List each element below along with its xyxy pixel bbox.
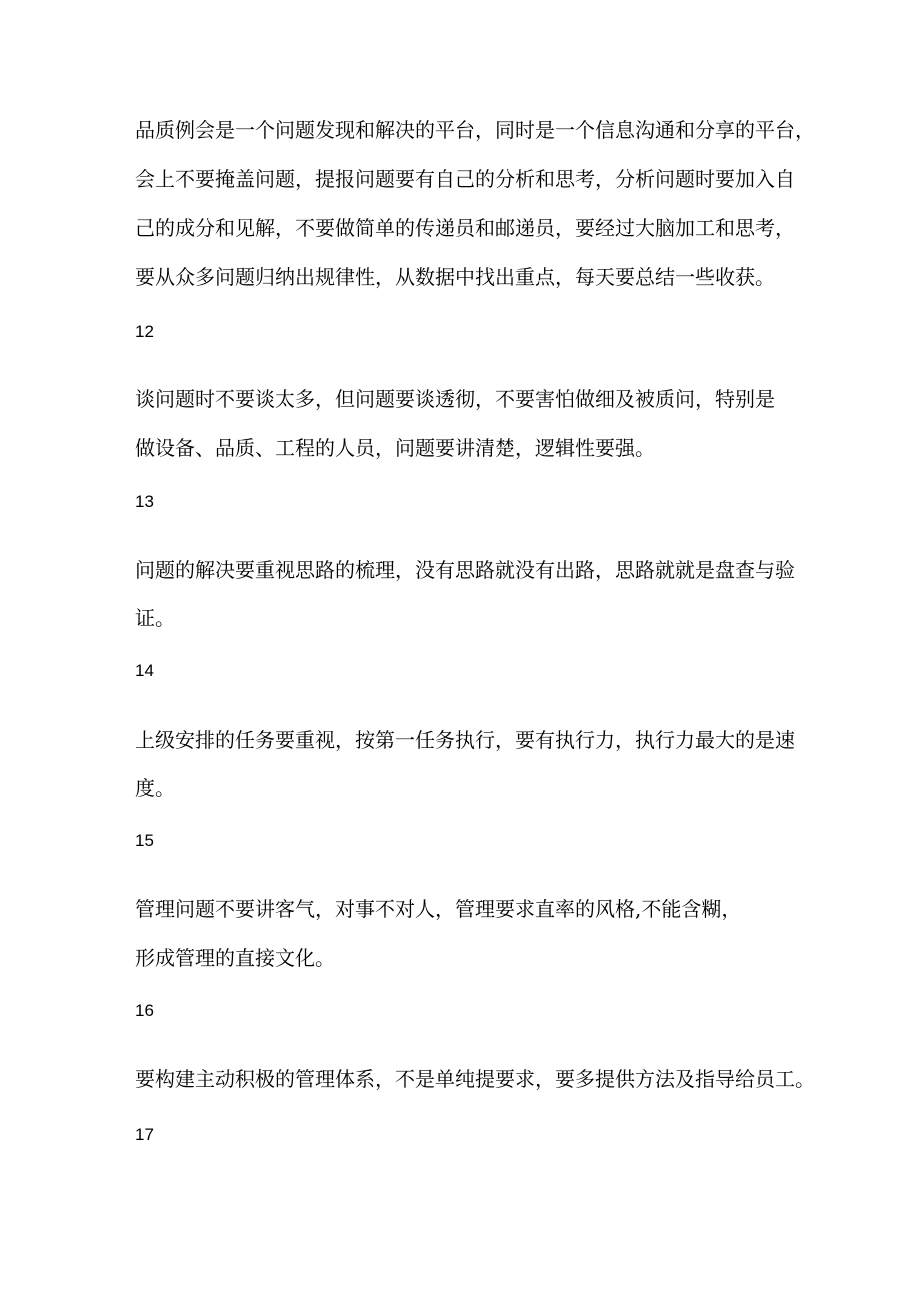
paragraph-line: 度。 xyxy=(135,776,175,800)
section-number: 13 xyxy=(135,492,154,511)
paragraph-line: 己的成分和见解，不要做简单的传递员和邮递员，要经过大脑加工和思考， xyxy=(135,216,795,240)
paragraph-line: 要构建主动积极的管理体系，不是单纯提要求，要多提供方法及指导给员工。 xyxy=(135,1067,815,1091)
section-number: 16 xyxy=(135,1001,154,1020)
section-number: 14 xyxy=(135,661,154,680)
paragraph-line: 品质例会是一个问题发现和解决的平台，同时是一个信息沟通和分享的平台， xyxy=(135,118,815,142)
paragraph-line: 谈问题时不要谈太多，但问题要谈透彻，不要害怕做细及被质问，特别是 xyxy=(135,387,775,411)
paragraph-line: 会上不要掩盖问题，提报问题要有自己的分析和思考，分析问题时要加入自 xyxy=(135,167,795,191)
paragraph-line: 形成管理的直接文化。 xyxy=(135,946,335,970)
paragraph-line: 证。 xyxy=(135,606,175,630)
paragraph-line: 要从众多问题归纳出规律性，从数据中找出重点，每天要总结一些收获。 xyxy=(135,265,775,289)
paragraph-line: 上级安排的任务要重视，按第一任务执行，要有执行力，执行力最大的是速 xyxy=(135,728,795,752)
section-number: 12 xyxy=(135,322,154,341)
section-number: 17 xyxy=(135,1125,154,1144)
paragraph-line: 问题的解决要重视思路的梳理，没有思路就没有出路，思路就就是盘查与验 xyxy=(135,558,795,582)
paragraph-line: 做设备、品质、工程的人员，问题要讲清楚，逻辑性要强。 xyxy=(135,436,655,460)
paragraph-line: 管理问题不要讲客气，对事不对人，管理要求直率的风格,不能含糊， xyxy=(135,897,742,921)
section-number: 15 xyxy=(135,831,154,850)
